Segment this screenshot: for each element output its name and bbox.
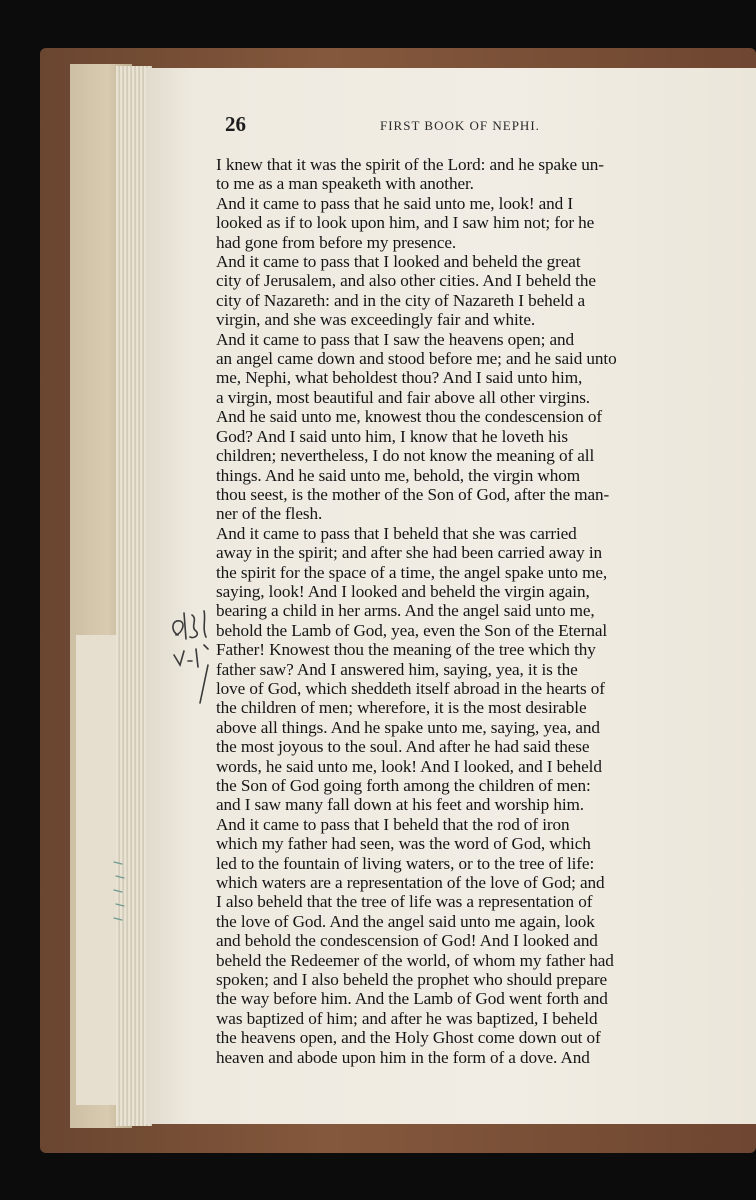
pencil-marks: [108, 858, 138, 928]
text-line: ner of the flesh.: [216, 504, 323, 524]
text-line: spoken; and I also beheld the prophet who should prepare: [216, 970, 608, 990]
text-line: the most joyous to the soul. And after he had said these: [216, 737, 590, 757]
text-line: heaven and abode upon him in the form of a dove. And: [216, 1047, 590, 1067]
text-line: children; nevertheless, I do not know the meaning of all: [216, 446, 595, 466]
text-line: city of Jerusalem, and also other cities. And I beheld the: [216, 271, 596, 291]
text-line: beheld the Redeemer of the world, of whom my father had: [216, 950, 614, 970]
text-line: and behold the condescension of God! And I looked and: [216, 931, 598, 951]
text-line: Father! Knowest thou the meaning of the tree which thy: [216, 640, 596, 660]
text-line: words, he said unto me, look! And I looked, and I beheld: [216, 756, 602, 776]
page-header: [225, 112, 715, 142]
text-line: the children of men; wherefore, it is the most desirable: [216, 698, 587, 718]
text-line: And it came to pass that I looked and beheld the great: [216, 252, 581, 272]
text-line: the heavens open, and the Holy Ghost come down out of: [216, 1028, 601, 1048]
handwritten-annotation: [164, 605, 224, 705]
text-line: an angel came down and stood before me; and he said unto: [216, 349, 617, 369]
text-line: which waters are a representation of the love of God; and: [216, 873, 605, 893]
text-line: which my father had seen, was the word of God, which: [216, 834, 591, 854]
text-line: And it came to pass that I beheld that the rod of iron: [216, 814, 570, 834]
text-line: behold the Lamb of God, yea, even the Son of the Eternal: [216, 620, 608, 640]
text-line: away in the spirit; and after she had been carried away in: [216, 543, 603, 563]
body-text: [216, 155, 712, 1067]
text-line: me, Nephi, what beholdest thou? And I said unto him,: [216, 368, 583, 388]
text-line: And he said unto me, knowest thou the condescension of: [216, 407, 603, 427]
text-line: And it came to pass that I saw the heavens open; and: [216, 329, 575, 349]
text-line: to me as a man speaketh with another.: [216, 174, 474, 194]
text-line: things. And he said unto me, behold, the virgin whom: [216, 465, 580, 485]
text-line: the Son of God going forth among the children of men:: [216, 776, 591, 795]
text-line: above all things. And he spake unto me, saying, yea, and: [216, 717, 600, 737]
page-number: 26: [225, 112, 246, 136]
text-line: And it came to pass that I beheld that she was carried: [216, 523, 577, 543]
text-line: virgin, and she was exceedingly fair and white.: [216, 310, 536, 330]
text-line: love of God, which sheddeth itself abroad in the hearts of: [216, 678, 605, 698]
text-line: the way before him. And the Lamb of God went forth and: [216, 989, 608, 1009]
text-line: city of Nazareth: and in the city of Nazareth I beheld a: [216, 290, 586, 310]
text-line: led to the fountain of living waters, or to the tree of life:: [216, 853, 595, 873]
running-title: FIRST BOOK OF NEPHI.: [380, 118, 540, 133]
text-line: I also beheld that the tree of life was a representation of: [216, 892, 593, 912]
text-line: thou seest, is the mother of the Son of God, after the man-: [216, 484, 610, 504]
text-line: was baptized of him; and after he was baptized, I beheld: [216, 1008, 598, 1028]
text-line: a virgin, most beautiful and fair above all other virgins.: [216, 387, 590, 407]
text-line: looked as if to look upon him, and I saw him not; for he: [216, 213, 595, 233]
text-line: saying, look! And I looked and beheld the virgin again,: [216, 581, 590, 601]
text-line: and I saw many fall down at his feet and worship him.: [216, 795, 584, 815]
text-line: the love of God. And the angel said unto me again, look: [216, 911, 595, 931]
text-line: father saw? And I answered him, saying, yea, it is the: [216, 659, 578, 679]
text-line: bearing a child in her arms. And the angel said unto me,: [216, 601, 595, 621]
text-line: had gone from before my presence.: [216, 232, 457, 252]
text-line: the spirit for the space of a time, the angel spake unto me,: [216, 562, 608, 582]
text-line: God? And I said unto him, I know that he loveth his: [216, 426, 568, 446]
text-line: And it came to pass that he said unto me, look! and I: [216, 193, 573, 213]
text-line: I knew that it was the spirit of the Lord: and he spake un-: [216, 155, 604, 174]
